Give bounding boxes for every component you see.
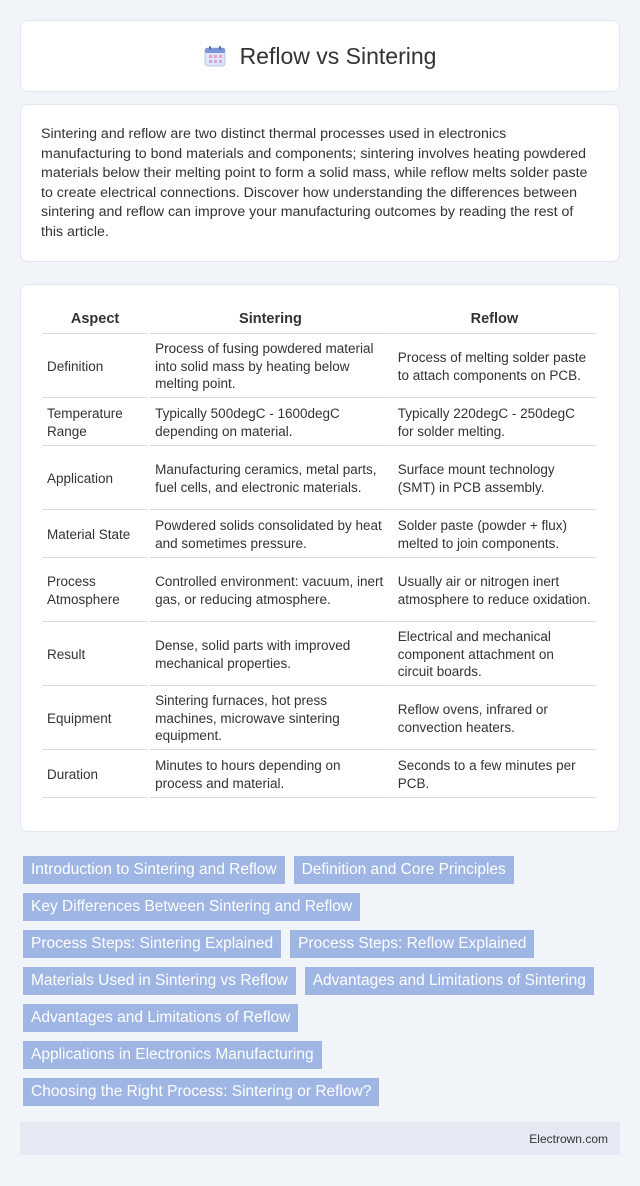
table-cell: Application bbox=[42, 448, 148, 510]
toc-link[interactable]: Choosing the Right Process: Sintering or Reflow? bbox=[23, 1078, 379, 1106]
table-row bbox=[42, 400, 596, 446]
table-cell: Equipment bbox=[42, 688, 148, 750]
table-cell: Dense, solid parts with improved mechanical properties. bbox=[150, 624, 391, 686]
toc-link[interactable]: Key Differences Between Sintering and Reflow bbox=[23, 893, 360, 921]
table-cell: Temperature Range bbox=[42, 400, 148, 446]
table-cell: Process of fusing powdered material into solid mass by heating below melting point. bbox=[150, 336, 391, 398]
page-header bbox=[20, 20, 620, 92]
table-cell: Process Atmosphere bbox=[42, 560, 148, 622]
table-row bbox=[42, 752, 596, 798]
table-row bbox=[42, 336, 596, 398]
table-row bbox=[42, 624, 596, 686]
table-cell: Usually air or nitrogen inert atmosphere to reduce oxidation. bbox=[393, 560, 596, 622]
toc-link[interactable]: Process Steps: Sintering Explained bbox=[23, 930, 281, 958]
calendar-icon bbox=[204, 45, 226, 67]
table-cell: Sintering furnaces, hot press machines, microwave sintering equipment. bbox=[150, 688, 391, 750]
column-header: Sintering bbox=[150, 307, 391, 334]
intro-text: Sintering and reflow are two distinct thermal processes used in electronics manufacturing to bond materials and components; sintering involves heating powdered materials below their melting point to form a solid mass, while reflow melts solder paste to create electrical connections. Discover how understanding the differences between sintering and reflow can improve your manufacturing outcomes by reading the rest of this article. bbox=[41, 126, 588, 240]
toc-link[interactable]: Introduction to Sintering and Reflow bbox=[23, 856, 285, 884]
toc-link[interactable]: Process Steps: Reflow Explained bbox=[290, 930, 534, 958]
table-cell: Solder paste (powder + flux) melted to join components. bbox=[393, 512, 596, 558]
page-footer bbox=[20, 1122, 620, 1155]
table-cell: Reflow ovens, infrared or convection heaters. bbox=[393, 688, 596, 750]
table-row bbox=[42, 512, 596, 558]
table-cell: Typically 500degC - 1600degC depending on material. bbox=[150, 400, 391, 446]
table-cell: Surface mount technology (SMT) in PCB assembly. bbox=[393, 448, 596, 510]
intro-section bbox=[20, 104, 620, 262]
table-cell: Result bbox=[42, 624, 148, 686]
table-cell: Minutes to hours depending on process and material. bbox=[150, 752, 391, 798]
table-cell: Controlled environment: vacuum, inert gas, or reducing atmosphere. bbox=[150, 560, 391, 622]
toc-link[interactable]: Applications in Electronics Manufacturing bbox=[23, 1041, 322, 1069]
table-cell: Material State bbox=[42, 512, 148, 558]
comparison-table bbox=[40, 305, 598, 800]
table-row bbox=[42, 560, 596, 622]
table-cell: Electrical and mechanical component attachment on circuit boards. bbox=[393, 624, 596, 686]
toc-link[interactable]: Materials Used in Sintering vs Reflow bbox=[23, 967, 296, 995]
footer-site-name[interactable]: Electrown.com bbox=[529, 1131, 608, 1146]
column-header: Aspect bbox=[42, 307, 148, 334]
table-row bbox=[42, 688, 596, 750]
table-cell: Typically 220degC - 250degC for solder melting. bbox=[393, 400, 596, 446]
table-cell: Definition bbox=[42, 336, 148, 398]
table-row bbox=[42, 448, 596, 510]
table-cell: Process of melting solder paste to attach components on PCB. bbox=[393, 336, 596, 398]
toc-link[interactable]: Advantages and Limitations of Sintering bbox=[305, 967, 594, 995]
table-of-contents bbox=[20, 856, 620, 1115]
toc-link[interactable]: Advantages and Limitations of Reflow bbox=[23, 1004, 298, 1032]
toc-link[interactable]: Definition and Core Principles bbox=[294, 856, 514, 884]
table-cell: Manufacturing ceramics, metal parts, fuel cells, and electronic materials. bbox=[150, 448, 391, 510]
table-cell: Duration bbox=[42, 752, 148, 798]
page-title: Reflow vs Sintering bbox=[239, 42, 437, 69]
column-header: Reflow bbox=[393, 307, 596, 334]
comparison-table-card bbox=[20, 284, 620, 832]
table-header-row bbox=[42, 307, 596, 334]
table-cell: Seconds to a few minutes per PCB. bbox=[393, 752, 596, 798]
table-cell: Powdered solids consolidated by heat and sometimes pressure. bbox=[150, 512, 391, 558]
